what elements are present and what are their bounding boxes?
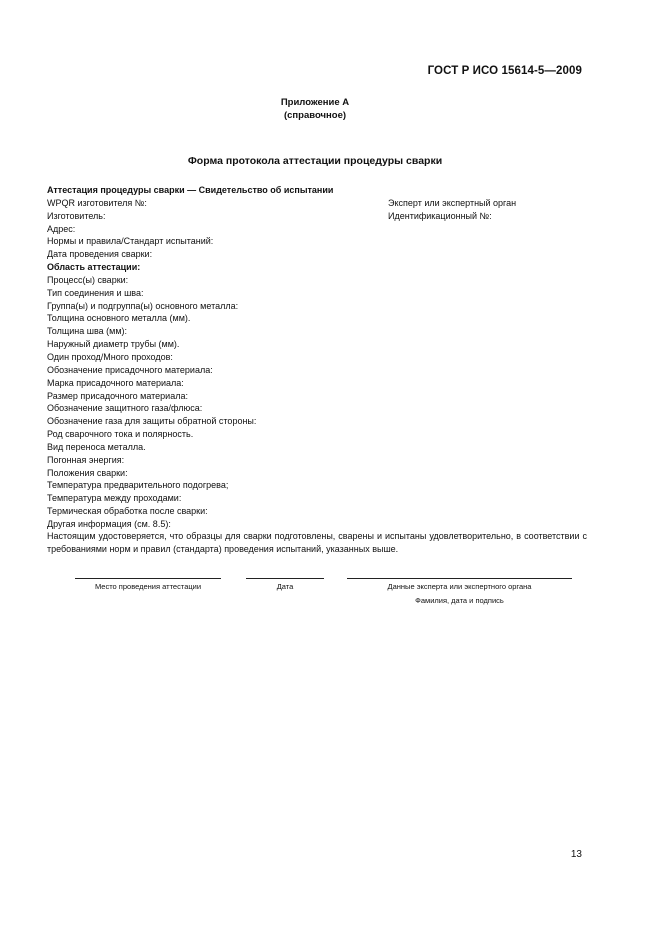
form-field-line: Толщина основного металла (мм). bbox=[47, 313, 191, 324]
expert-signature-line bbox=[347, 578, 572, 579]
date-signature-line bbox=[246, 578, 324, 579]
form-field-line: Род сварочного тока и полярность. bbox=[47, 429, 194, 440]
form-field-line: Обозначение защитного газа/флюса: bbox=[47, 403, 203, 414]
page-number: 13 bbox=[570, 849, 582, 860]
form-field-line: Наружный диаметр трубы (мм). bbox=[47, 339, 180, 350]
annex-heading bbox=[0, 96, 630, 122]
document-header: ГОСТ Р ИСО 15614-5—2009 bbox=[427, 65, 582, 77]
form-field-line: Положения сварки: bbox=[47, 467, 128, 478]
form-field-line: Область аттестации: bbox=[47, 262, 141, 273]
form-field-line: Адрес: bbox=[47, 223, 76, 234]
place-signature-line bbox=[75, 578, 221, 579]
form-field-line: Обозначение присадочного материала: bbox=[47, 364, 213, 375]
annex-title: Приложение А bbox=[280, 97, 350, 108]
form-field-line: Толщина шва (мм): bbox=[47, 326, 128, 337]
form-field-line: Тип соединения и шва: bbox=[47, 287, 144, 298]
form-field-line: Один проход/Много проходов: bbox=[47, 351, 173, 362]
certification-text: Настоящим удостоверяется, что образцы для сварки подготовлены, сварены и испытаны удовлетворительно, в соответствии с требованиями норм и правил (стандарта) проведения испытаний, указанных выше. bbox=[47, 531, 587, 554]
form-field-line: Размер присадочного материала: bbox=[47, 390, 188, 401]
id-number-label: Идентификационный №: bbox=[388, 210, 492, 221]
form-field-line: Температура между проходами: bbox=[47, 493, 182, 504]
form-field-line: Марка присадочного материала: bbox=[47, 377, 184, 388]
form-field-line: Дата проведения сварки: bbox=[47, 249, 153, 260]
form-field-line: Другая информация (см. 8.5): bbox=[47, 518, 171, 529]
form-field-line: Вид переноса металла. bbox=[47, 441, 146, 452]
form-field-line: Группа(ы) и подгруппа(ы) основного металла: bbox=[47, 300, 239, 311]
form-field-line: Температура предварительного подогрева; bbox=[47, 480, 229, 491]
annex-note: (справочное) bbox=[283, 110, 347, 121]
expert-column bbox=[388, 197, 516, 223]
form-field-line: Обозначение газа для защиты обратной стороны: bbox=[47, 416, 257, 427]
form-title: Форма протокола аттестации процедуры сварки bbox=[187, 155, 443, 167]
form-fields bbox=[47, 184, 587, 531]
form-field-line: Изготовитель: bbox=[47, 210, 106, 221]
form-field-line: Процесс(ы) сварки: bbox=[47, 274, 129, 285]
form-field-line: Аттестация процедуры сварки — Свидетельство об испытании bbox=[47, 185, 334, 195]
form-field-line: Погонная энергия: bbox=[47, 454, 125, 465]
place-label: Место проведения аттестации bbox=[94, 582, 202, 591]
form-field-line: Нормы и правила/Стандарт испытаний: bbox=[47, 236, 214, 247]
expert-label: Эксперт или экспертный орган bbox=[388, 198, 517, 208]
form-field-line: WPQR изготовителя №: bbox=[47, 197, 147, 208]
name-date-sign-label: Фамилия, дата и подпись bbox=[415, 596, 504, 605]
date-label: Дата bbox=[276, 582, 294, 591]
expert-data-label: Данные эксперта или экспертного органа bbox=[387, 582, 532, 591]
form-field-line: Термическая обработка после сварки: bbox=[47, 506, 208, 517]
